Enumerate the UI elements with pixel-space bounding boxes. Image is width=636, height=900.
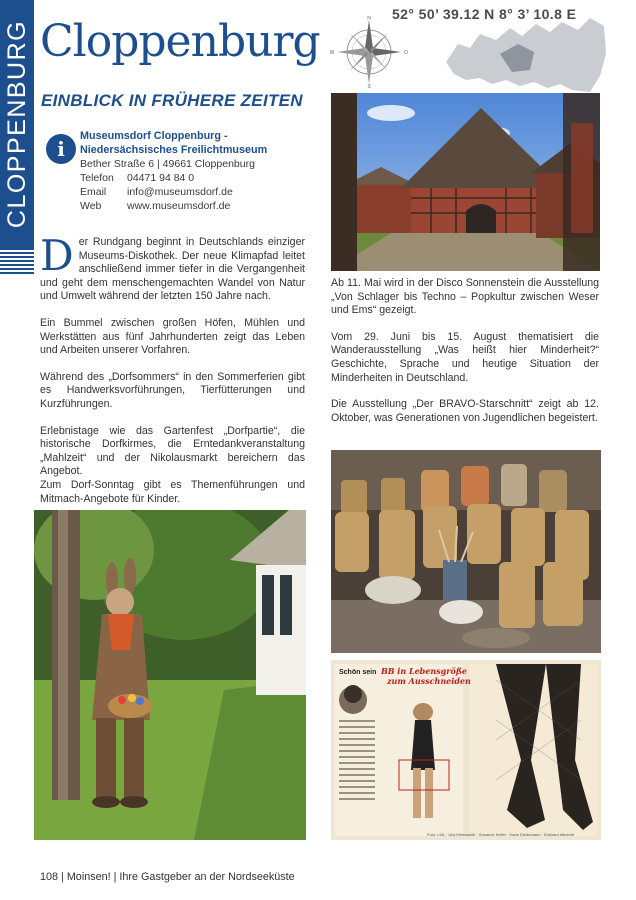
page-title: Cloppenburg — [40, 16, 320, 67]
paragraph-minority-exhibition: Vom 29. Juni bis 15. August thematisiert die Wanderausstellung „Was heißt hier Minderheit?“ Geschichte, Sprache und heutige Situation der Minderheiten in Deutschland. — [331, 330, 599, 384]
email-link[interactable]: info@museumsdorf.de — [127, 186, 233, 198]
museum-name-line1: Museumsdorf Cloppenburg - — [80, 130, 228, 142]
side-stripes — [0, 248, 34, 278]
compass-e: O — [404, 50, 408, 56]
web-link[interactable]: www.museumsdorf.de — [127, 200, 231, 212]
paragraph-intro: er Rundgang beginnt in Deutschlands einziger Museums-Diskothek. Der neue Klimapfad leitet anschließend immer tiefer in die Vergangenheit und geht dem menschengemachten Wandel von Natur und Umwelt während der letzten 150 Jahre nach. — [40, 236, 305, 303]
photo-farmhouse — [331, 93, 600, 271]
page-subtitle: EINBLICK IN FRÜHERE ZEITEN — [41, 91, 303, 110]
paragraph-events: Erlebnistage wie das Gartenfest „Dorfpartie“, die historische Dorfkirmes, die Erntedankveranstaltung „Mahlzeit“ und der Nikolausmarkt bereichern das Angebot. — [40, 424, 305, 478]
phone-value[interactable]: 04471 94 84 0 — [127, 172, 195, 184]
magazine-heading-cutout: zum Ausschneiden — [387, 676, 471, 686]
contact-info — [80, 129, 267, 213]
page-footer: 108 | Moinsen! | Ihre Gastgeber an der Nordseeküste — [40, 871, 295, 883]
photo-pottery — [331, 450, 601, 653]
web-row — [80, 199, 267, 213]
address: Bether Straße 6 | 49661 Cloppenburg — [80, 158, 255, 170]
web-label: Web — [80, 200, 102, 212]
magazine-heading-beauty: Schön sein — [339, 669, 377, 676]
compass-rose-icon — [330, 16, 408, 88]
paragraph-bravo-exhibition: Die Ausstellung „Der BRAVO-Starschnitt“ zeigt ab 12. Oktober, was Generationen von Jugendlichen begeistert. — [331, 398, 599, 424]
compass-w: W — [330, 50, 335, 56]
photo-easter-bunny — [34, 510, 306, 840]
email-label: Email — [80, 186, 107, 198]
region-map — [440, 14, 608, 96]
magazine-heading-bb: BB in Lebensgröße — [381, 666, 467, 676]
drop-cap: D — [40, 231, 74, 280]
paragraph-dorfsommer: Während des „Dorfsommers“ in den Sommerferien gibt es Handwerksvorführungen, Tierfütterungen und Kurzführungen. — [40, 370, 305, 410]
email-row — [80, 185, 267, 199]
article-right-column — [331, 277, 599, 438]
coordinates: 52° 50’ 39.12 N 8° 3’ 10.8 E — [392, 6, 577, 22]
side-label: CLOPPENBURG — [3, 19, 31, 229]
phone-label: Telefon — [80, 172, 114, 184]
paragraph-sunday: Zum Dorf-Sonntag gibt es Themenführungen und Mitmach-Angebote für Kinder. — [40, 478, 305, 505]
compass-n: N — [367, 16, 371, 22]
article-left-column — [40, 231, 305, 519]
paragraph-disco-exhibition: Ab 11. Mai wird in der Disco Sonnenstein die Ausstellung „Von Schlager bis Techno – Popkultur zwischen Weser und Ems“ gezeigt. — [331, 277, 599, 317]
photo-bravo-magazine — [331, 660, 601, 840]
phone-row — [80, 171, 267, 185]
museum-name-line2: Niedersächsisches Freilichtmuseum — [80, 144, 268, 156]
compass-s: S — [367, 84, 371, 88]
info-icon: i — [46, 134, 76, 164]
paragraph-workshops: Ein Bummel zwischen großen Höfen, Mühlen und Werkstätten aus fünf Jahrhunderten zeigt das Leben und Arbeiten unserer Vorfahren. — [40, 316, 305, 357]
magazine-credit: Foto: LML · Ulla Meerwarth · Susanne Keller · Karin Diedemann · Eckhard Albrecht — [427, 832, 575, 837]
